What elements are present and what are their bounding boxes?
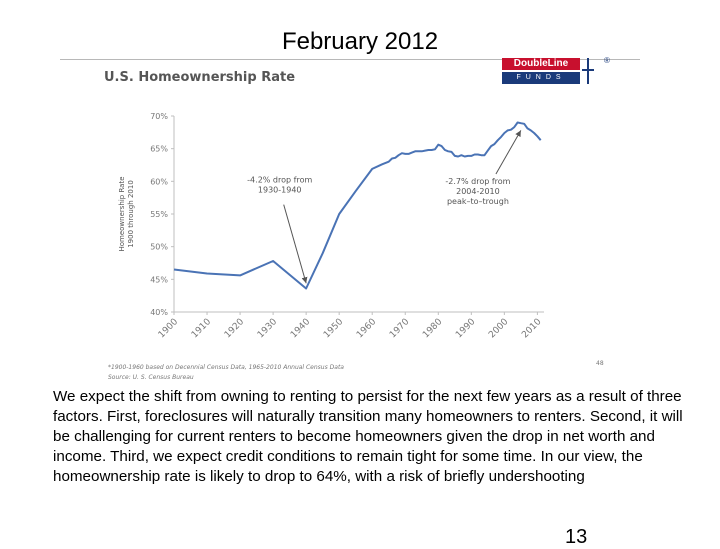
x-tick-label: 2000 [487, 317, 511, 341]
logo-cross-mark [582, 58, 594, 84]
y-tick-label: 65% [150, 144, 168, 154]
homeownership-line-chart [94, 100, 554, 362]
x-tick-label: 1960 [355, 317, 379, 341]
x-tick-label: 1940 [288, 317, 313, 341]
slide-body-text: We expect the shift from owning to renting to persist for the next few years as a result of three factors. First, foreclosures will naturally transition many homeowners to renters. Second, it will be challenging for current renters to become homeowners given the drop in net worth and income. Third, we expect credit conditions to remain tight for some time. In our view, the homeownership rate is likely to drop to 64%, with a risk of briefly undershooting [53, 388, 683, 485]
annotation-label: -2.7% drop from [445, 176, 511, 186]
y-tick-label: 40% [150, 308, 168, 317]
chart-page-mark: 48 [596, 360, 604, 367]
annotation-label: 2004-2010 [456, 186, 500, 196]
footnote-data-source: *1900-1960 based on Decennial Census Data, 1965-2010 Annual Census Data [108, 364, 344, 371]
chart-title: U.S. Homeownership Rate [104, 70, 296, 85]
y-tick-label: 60% [150, 177, 168, 187]
annotation-arrow [496, 130, 521, 174]
annotation-label: -4.2% drop from [247, 175, 313, 185]
y-tick-label: 50% [150, 242, 168, 252]
x-tick-label: 1980 [421, 317, 445, 341]
y-tick-label: 70% [150, 112, 168, 121]
x-tick-label: 2010 [520, 317, 544, 341]
x-tick-label: 1950 [322, 317, 346, 341]
slide-title: February 2012 [281, 28, 439, 55]
footnote-source: Source: U. S. Census Bureau [108, 374, 194, 381]
x-tick-label: 1990 [454, 317, 478, 341]
logo-registered-mark: ® [604, 56, 610, 65]
annotation-label: peak–to–trough [446, 196, 509, 206]
x-tick-label: 1900 [156, 317, 181, 341]
y-tick-label: 45% [150, 275, 168, 285]
x-tick-label: 1920 [222, 317, 247, 341]
slide-number: 13 [565, 526, 588, 548]
y-axis-title: 1900 through 2010 [127, 180, 135, 248]
x-tick-label: 1970 [388, 317, 412, 341]
doubleline-logo [502, 58, 594, 84]
logo-top-text: DoubleLine [502, 58, 580, 70]
x-tick-label: 1910 [189, 317, 214, 341]
y-axis-title: Homeownership Rate [118, 176, 126, 252]
logo-bottom-text: FUNDS [502, 72, 580, 84]
annotation-label: 1930-1940 [257, 185, 302, 195]
x-tick-label: 1930 [255, 317, 280, 341]
y-tick-label: 55% [150, 210, 168, 219]
